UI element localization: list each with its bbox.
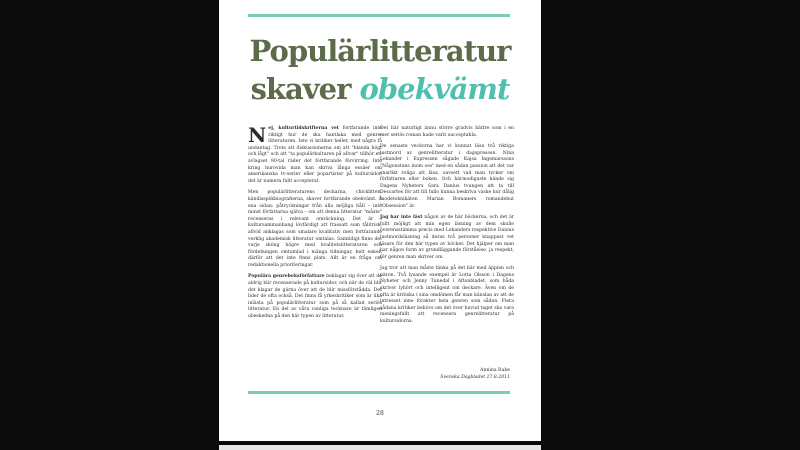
headline-accent-word: obekvämt: [359, 72, 510, 106]
headline-line-2: [219, 71, 541, 107]
lead-in: Jag har inte läst: [380, 215, 423, 221]
paragraph: De senaste veckorna har vi kunnat läsa två riktiga lustmord av genrelitteratur i dagspressen. Nina Lekander i Expressen sågade Kajsa Ingemarssons "Någonstans inom oss" med en sådan passion att det var snarlikt roliga att läsa, oavsett vad man tycker om författaren eller boken. Och härmodigaste kände sig Dagens Nyheters Sara Danius tvungen att ta till Descartes för att till fullo kunna beskriva vaske hur dålig modetoknikäten Marian Bomaners romandebut "Obsession" är.: [380, 144, 514, 209]
magazine-page: [219, 0, 541, 441]
next-page-edge: [219, 445, 541, 450]
top-divider-rule: [248, 14, 510, 17]
paragraph: [380, 215, 514, 261]
paragraph: Men populärlitteraturens deckarna, chicklitten, kändisspökbiografierna, skaver fortfarande obekvämt. Å ena sidan: påtryckningar från alla möjliga håll – inte minst författarna själva – om att denna litteratur "måste" recenseras i relevant omräckning. Det är i kultursammanhang lövfärdigt att frassatt som tålitrisk, allvid anklagas som smalare kvalitativ men fortfarande verklig akademisk litteratur omtalas. Samtidigt finns det varje sköng högre med kvalitetslitteraturen och fördelningen omtumlad i mänga tidningar, helt enkelt därför att det inte finns plats. Allt är en fråga om redaktionella prioriteringar.: [248, 190, 382, 268]
headline-word: skaver: [250, 72, 351, 106]
paragraph: [248, 274, 382, 320]
paragraph-text: fortfarande inte riktigt hur de ska hantlaka med genre-litteraturen. Inte vi kritiker heller, med några få undantag. Trots att diskussionerna om att "blanda högt och lågt" och att "ta populärkulturen på allvar" tillhör ett avlagset 90-tal räder det fortfarande förvirring. Inte kring hurovida man kan skriva långa essäer om amerikanska tv-serier eller popartister på kultursidor, det är numera fullt accepterat.: [248, 126, 382, 184]
article-column-left: [248, 123, 382, 326]
paragraph-text: någon av de här böckerna, och det är fullt möjligt att min egen läsning av dem skulle överensstämma precis med Lekanders respektive Danius lustmordsläsning så deras två personer knappast vet läsare för den här typen av böcker. Det hjälper om man har någon form av grundläggande förståelse, ja respekt, för genren man skriver om.: [380, 215, 515, 260]
lead-in: Populära genreboksförfattare: [248, 274, 325, 280]
bottom-divider-rule: [248, 391, 510, 394]
paragraph-text: beklagar sig över att de aldrig blir recenserade på kultursidor, och när de väl blir det klagar de gärna över att de blir missförstådda. Det lider de ofta också. Det finns få yrkeskritiker som är lika inlästa på populärlitteratur som på så kallad seriös litteratur. En del av våra vanliga tecknare är tämligen obeskedna på den här typen av litteratur.: [248, 274, 382, 320]
lead-in: ej, kulturtidskrifterna vet: [268, 126, 339, 131]
drop-cap: N: [248, 123, 267, 147]
paragraph: Det här naturligt ännu större gradvis bättre som i en mer seriös roman hade varit oacceptabla.: [380, 126, 514, 138]
headline-line-1: Populärlitteratur: [249, 34, 511, 68]
article-column-right: [380, 126, 514, 331]
page-number: 28: [376, 410, 384, 417]
paragraph: [248, 123, 382, 185]
paragraph: Jag tror att man måste tänka på det här med äpplen och päron. Två lysande exempel är Lotta Olsson i Dagens Nyheter och Jenny Tunedal i Aftonbladet, som båda skriver lyhört och intelligent om deckare. Även om de ofta är kritiska i sina omdömen får man känslan av att de intresset inne förakter hela genren som sådan. Flera sådana kritiker behövs om det över huvud taget ska vara meningsfullt att recensera genrelitteratur på kultursidorna.: [380, 266, 514, 325]
source-citation: Svenska Dagbladet 27.8.2011: [440, 375, 510, 380]
author-name: Annina Rabe: [480, 368, 510, 373]
